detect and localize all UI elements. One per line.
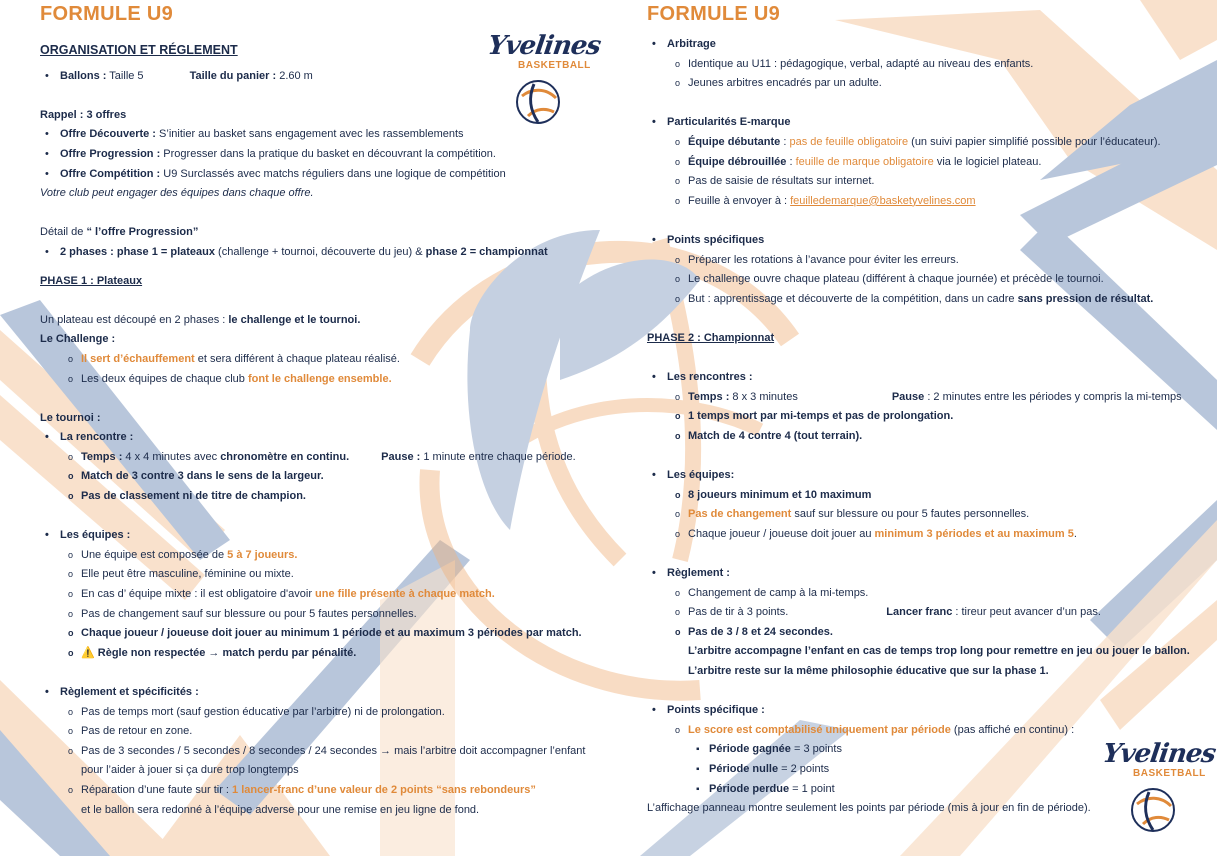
rencontre-item: o Temps : 8 x 3 minutes Pause : 2 minutes entre les périodes y compris la mi-temps: [647, 388, 1207, 408]
right-column: [647, 0, 1207, 819]
emarque-heading: • Particularités E-marque: [647, 113, 1207, 133]
ballons-item: • Ballons : Taille 5 Taille du panier : 2.60 m: [40, 67, 600, 87]
p2-equipes-heading: • Les équipes:: [647, 466, 1207, 486]
reglement-item: o Réparation d’une faute sur tir : 1 lancer-franc d’une valeur de 2 points “sans rebondeurs”: [40, 781, 600, 801]
offre-competition: • Offre Compétition : U9 Surclassés avec matchs réguliers dans une logique de compétition: [40, 165, 600, 185]
reglement-item-continued: pour l’aider à jouer si ça dure trop longtemps: [81, 764, 299, 777]
challenge-item: o Il sert d’échauffement et sera différent à chaque plateau réalisé.: [40, 350, 600, 370]
p2-reglement-continued: L’arbitre reste sur la même philosophie éducative que sur la phase 1.: [688, 665, 1049, 677]
phase1-heading: PHASE 1 : Plateaux: [40, 274, 143, 287]
email-link[interactable]: feuilledemarque@basketyvelines.com: [790, 194, 976, 207]
points-item: o Préparer les rotations à l’avance pour éviter les erreurs.: [647, 251, 1207, 271]
phases-summary: • 2 phases : phase 1 = plateaux (challenge + tournoi, découverte du jeu) & phase 2 = championnat: [40, 243, 600, 263]
equipe-item: o Chaque joueur / joueuse doit jouer au minimum 1 période et au maximum 3 périodes par match.: [40, 624, 600, 644]
arbitrage-heading: • Arbitrage: [647, 35, 1207, 55]
page-title-right: FORMULE U9: [647, 3, 780, 25]
points-item: o But : apprentissage et découverte de la compétition, dans un cadre sans pression de résultat.: [647, 290, 1207, 310]
periode-nulle: ▪ Période nulle = 2 points: [647, 760, 1207, 780]
reglement-item-continued: et le ballon sera redonné à l’équipe adverse pour une remise en jeu ligne de fond.: [81, 803, 480, 816]
equipes-heading: • Les équipes :: [40, 526, 600, 546]
p2-reglement-item: o Changement de camp à la mi-temps.: [647, 584, 1207, 604]
organisation-heading: ORGANISATION ET RÉGLEMENT: [40, 43, 238, 57]
p2-reglement-item: o Pas de tir à 3 points. Lancer franc : tireur peut avancer d’un pas.: [647, 603, 1207, 623]
points-item: o Le challenge ouvre chaque plateau (différent à chaque journée) et précède le tournoi.: [647, 270, 1207, 290]
no-classement: o Pas de classement ni de titre de champion.: [40, 487, 600, 507]
p2-equipe-item: o Chaque joueur / joueuse doit jouer au minimum 3 périodes et au maximum 5.: [647, 525, 1207, 545]
rappel-label: Rappel : 3 offres: [40, 108, 127, 121]
p2-reglement-heading: • Règlement :: [647, 564, 1207, 584]
emarque-item: o Pas de saisie de résultats sur internet.: [647, 172, 1207, 192]
p2-points-item: o Le score est comptabilisé uniquement par période (pas affiché en continu) :: [647, 721, 1207, 741]
points-specifiques-heading: • Points spécifiques: [647, 231, 1207, 251]
p2-equipe-item: o 8 joueurs minimum et 10 maximum: [647, 486, 1207, 506]
rencontre-item: o 1 temps mort par mi-temps et pas de prolongation.: [647, 407, 1207, 427]
reglement-item: o Pas de temps mort (sauf gestion éducative par l’arbitre) ni de prolongation.: [40, 703, 600, 723]
p2-reglement-item: o Pas de 3 / 8 et 24 secondes.: [647, 623, 1207, 643]
match-format: o Match de 3 contre 3 dans le sens de la largeur.: [40, 467, 600, 487]
equipe-item: o En cas d’ équipe mixte : il est obligatoire d'avoir une fille présente à chaque match.: [40, 585, 600, 605]
emarque-item: o Équipe débrouillée : feuille de marque obligatoire via le logiciel plateau.: [647, 153, 1207, 173]
periode-perdue: ▪ Période perdue = 1 point: [647, 780, 1207, 800]
equipe-item: o Une équipe est composée de 5 à 7 joueurs.: [40, 546, 600, 566]
p2-reglement-continued: L’arbitre accompagne l’enfant en cas de temps trop long pour remettre en jeu ou jouer le ballon.: [688, 645, 1190, 658]
warning-item: o ⚠️ Règle non respectée → match perdu par pénalité.: [40, 644, 600, 664]
affichage-note: L’affichage panneau montre seulement les points par période (mis à jour en fin de période).: [647, 802, 1091, 815]
challenge-heading: Le Challenge :: [40, 333, 116, 346]
p2-points-heading: • Points spécifique :: [647, 701, 1207, 721]
temps-item: o Temps : 4 x 4 minutes avec chronomètre en continu. Pause : 1 minute entre chaque période.: [40, 448, 600, 468]
equipe-item: o Elle peut être masculine, féminine ou mixte.: [40, 565, 600, 585]
yvelines-logo-bottom: Yvelines BASKETBALL: [1103, 740, 1203, 834]
tournoi-heading: Le tournoi :: [40, 411, 101, 424]
reglement-heading: • Règlement et spécificités :: [40, 683, 600, 703]
rencontres-heading: • Les rencontres :: [647, 368, 1207, 388]
emarque-item: o Équipe débutante : pas de feuille obligatoire (un suivi papier simplifié possible pour l’éducateur).: [647, 133, 1207, 153]
challenge-item: o Les deux équipes de chaque club font le challenge ensemble.: [40, 370, 600, 390]
phase2-heading: PHASE 2 : Championnat: [647, 331, 775, 344]
club-note: Votre club peut engager des équipes dans chaque offre.: [40, 187, 314, 200]
ball-emblem-icon: [514, 78, 562, 126]
offre-decouverte: • Offre Découverte : S’initier au basket sans engagement avec les rassemblements: [40, 125, 600, 145]
rencontre-heading: • La rencontre :: [40, 428, 600, 448]
reglement-item: o Pas de retour en zone.: [40, 722, 600, 742]
p2-equipe-item: o Pas de changement sauf sur blessure ou pour 5 fautes personnelles.: [647, 505, 1207, 525]
arbitrage-item: o Jeunes arbitres encadrés par un adulte.: [647, 74, 1207, 94]
reglement-item: o Pas de 3 secondes / 5 secondes / 8 secondes / 24 secondes → mais l’arbitre doit accompagner l’enfant: [40, 742, 600, 762]
arbitrage-item: o Identique au U11 : pédagogique, verbal, adapté au niveau des enfants.: [647, 55, 1207, 75]
detail-label: Détail de “ l’offre Progression”: [40, 226, 199, 239]
offre-progression: • Offre Progression : Progresser dans la pratique du basket en découvrant la compétition.: [40, 145, 600, 165]
rencontre-item: o Match de 4 contre 4 (tout terrain).: [647, 427, 1207, 447]
periode-gagnee: ▪ Période gagnée = 3 points: [647, 740, 1207, 760]
emarque-item: o Feuille à envoyer à : feuilledemarque@basketyvelines.com: [647, 192, 1207, 212]
ball-emblem-icon: [1129, 786, 1177, 834]
page-title: FORMULE U9: [40, 3, 173, 25]
yvelines-logo-top: Yvelines BASKETBALL: [488, 32, 588, 126]
plateau-intro: Un plateau est découpé en 2 phases : le challenge et le tournoi.: [40, 313, 361, 326]
equipe-item: o Pas de changement sauf sur blessure ou pour 5 fautes personnelles.: [40, 605, 600, 625]
